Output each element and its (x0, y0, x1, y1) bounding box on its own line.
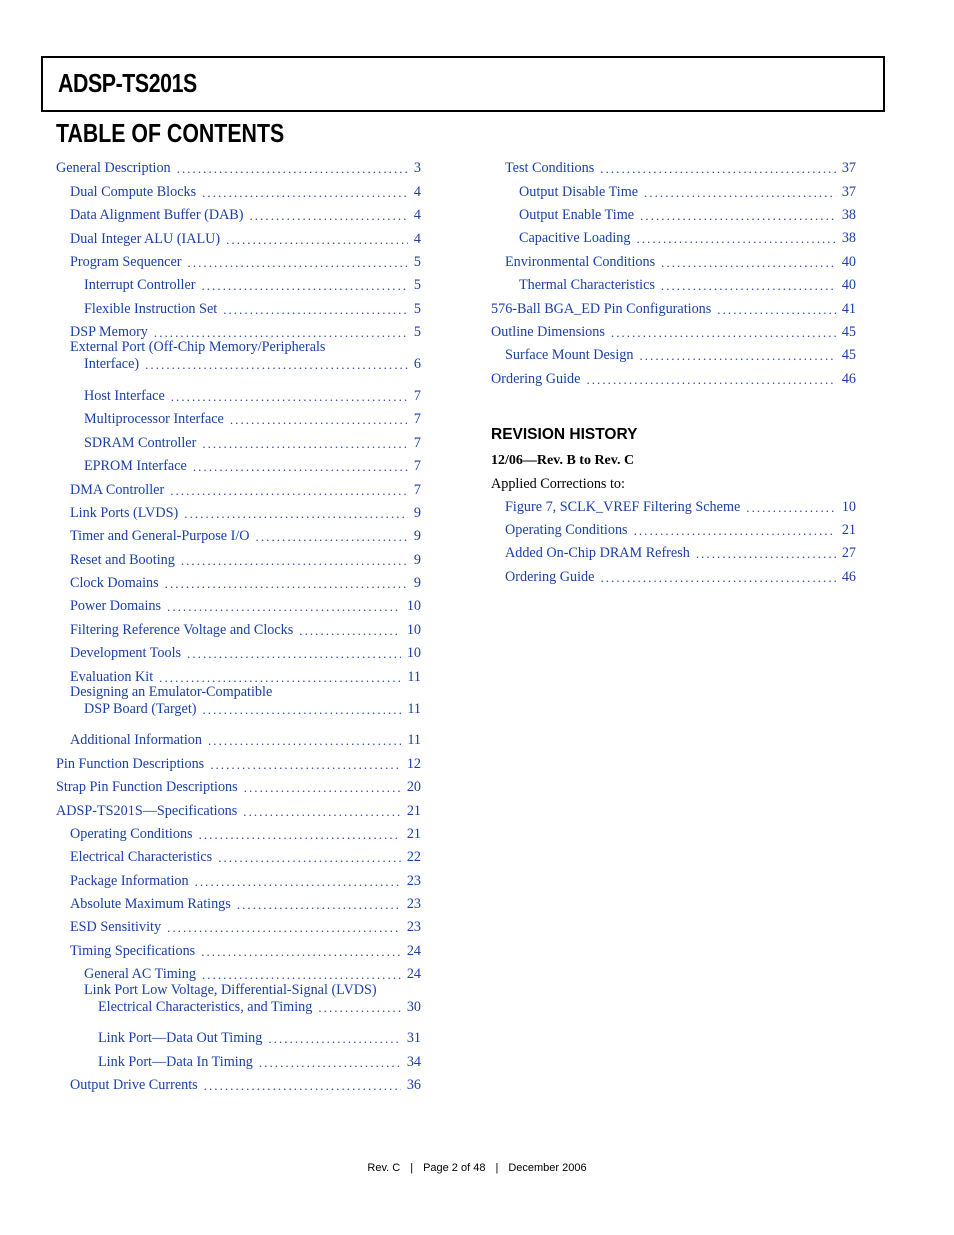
toc-entry[interactable] (70, 528, 421, 545)
toc-entry-label: Program Sequencer (70, 254, 182, 270)
toc-entry-label: Output Enable Time (519, 207, 635, 223)
toc-entry[interactable] (84, 435, 421, 452)
leader-dots (243, 803, 401, 820)
toc-entry-label: Added On-Chip DRAM Refresh (505, 545, 690, 561)
leader-dots (318, 999, 400, 1016)
toc-entry[interactable] (491, 301, 856, 318)
toc-entry[interactable] (70, 231, 421, 248)
toc-entry-label: Outline Dimensions (491, 324, 605, 340)
toc-entry[interactable] (70, 943, 421, 960)
toc-entry[interactable] (519, 184, 856, 201)
leader-dots (202, 277, 408, 294)
toc-entry-label: SDRAM Controller (84, 435, 197, 451)
toc-entry[interactable] (70, 184, 421, 201)
toc-page-number: 7 (413, 482, 421, 498)
leader-dots (202, 435, 408, 452)
toc-page-number: 11 (407, 732, 421, 748)
leader-dots (299, 622, 401, 639)
toc-page-number: 4 (413, 207, 421, 223)
toc-entry[interactable] (70, 826, 421, 843)
toc-entry[interactable] (70, 732, 421, 749)
toc-entry-label: Timing Specifications (70, 943, 196, 959)
revision-applied-label: Applied Corrections to: (491, 476, 625, 492)
header-box (41, 56, 885, 112)
toc-entry-label[interactable]: Designing an Emulator-Compatible (70, 684, 273, 700)
leader-dots (696, 545, 836, 562)
leader-dots (586, 371, 835, 388)
toc-entry[interactable] (84, 388, 421, 405)
toc-entry[interactable] (505, 522, 856, 539)
leader-dots (167, 598, 401, 615)
toc-page-number: 21 (406, 826, 421, 842)
toc-page-number: 4 (413, 184, 421, 200)
toc-entry-label: EPROM Interface (84, 458, 187, 474)
toc-entry-label: Test Conditions (505, 160, 595, 176)
toc-entry-label: Link Ports (LVDS) (70, 505, 179, 521)
toc-entry-label: Output Drive Currents (70, 1077, 198, 1093)
toc-entry[interactable] (505, 254, 856, 271)
leader-dots (259, 1054, 401, 1071)
toc-entry[interactable] (70, 254, 421, 271)
toc-entry[interactable] (505, 569, 856, 586)
toc-entry[interactable] (70, 552, 421, 569)
toc-page-number: 5 (413, 277, 421, 293)
document-title: ADSP-TS201S (58, 68, 197, 98)
toc-entry-label: Capacitive Loading (519, 230, 631, 246)
toc-entry[interactable] (56, 803, 421, 820)
toc-entry-label: Electrical Characteristics (70, 849, 213, 865)
toc-entry[interactable] (84, 277, 421, 294)
revision-history-heading: REVISION HISTORY (491, 426, 638, 443)
toc-entry-label: General Description (56, 160, 171, 176)
toc-entry[interactable] (519, 277, 856, 294)
leader-dots (165, 575, 408, 592)
toc-entry-label[interactable]: Link Port Low Voltage, Differential-Signal (LVDS) (84, 982, 377, 998)
toc-entry[interactable] (70, 645, 421, 662)
toc-entry[interactable] (491, 371, 856, 388)
toc-entry-label: Host Interface (84, 388, 165, 404)
leader-dots (170, 482, 408, 499)
leader-dots (256, 528, 408, 545)
toc-entry[interactable] (519, 230, 856, 247)
leader-dots (218, 849, 401, 866)
toc-entry[interactable] (70, 896, 421, 913)
leader-dots (199, 826, 401, 843)
toc-page-number: 6 (413, 356, 421, 372)
toc-entry-label: Reset and Booting (70, 552, 175, 568)
toc-entry-label: Figure 7, SCLK_VREF Filtering Scheme (505, 499, 741, 515)
toc-page-number: 7 (413, 435, 421, 451)
leader-dots (637, 230, 836, 247)
toc-entry-label: Ordering Guide (505, 569, 595, 585)
toc-entry-label: Surface Mount Design (505, 347, 634, 363)
leader-dots (644, 184, 836, 201)
toc-page-number: 5 (413, 254, 421, 270)
toc-entry[interactable] (70, 622, 421, 639)
footer-page-number: Page 2 of 48 (423, 1162, 486, 1174)
leader-dots (188, 254, 408, 271)
toc-page-number: 20 (406, 779, 421, 795)
toc-page-number: 22 (406, 849, 421, 865)
leader-dots (202, 184, 408, 201)
toc-entry-label: ESD Sensitivity (70, 919, 162, 935)
toc-entry[interactable] (56, 779, 421, 796)
leader-dots (201, 943, 401, 960)
toc-entry[interactable] (70, 598, 421, 615)
leader-dots (717, 301, 836, 318)
toc-page-number: 10 (406, 645, 421, 661)
leader-dots (600, 569, 835, 586)
leader-dots (171, 388, 408, 405)
toc-entry-label: Package Information (70, 873, 189, 889)
toc-page-number: 5 (413, 301, 421, 317)
toc-entry-label: Operating Conditions (505, 522, 628, 538)
leader-dots (223, 301, 408, 318)
toc-entry-label: Absolute Maximum Ratings (70, 896, 231, 912)
toc-page-number: 34 (406, 1054, 421, 1070)
toc-entry-label[interactable]: External Port (Off-Chip Memory/Peripherals (70, 339, 326, 355)
toc-page-number: 9 (413, 505, 421, 521)
toc-entry[interactable] (70, 849, 421, 866)
toc-entry-label: Additional Information (70, 732, 202, 748)
toc-entry[interactable] (70, 575, 421, 592)
toc-entry-label: Clock Domains (70, 575, 159, 591)
toc-entry[interactable] (98, 1030, 421, 1047)
toc-page-number: 9 (413, 552, 421, 568)
toc-entry[interactable] (505, 545, 856, 562)
leader-dots (250, 207, 408, 224)
toc-page-number: 10 (406, 598, 421, 614)
leader-dots (177, 160, 408, 177)
toc-page-number: 10 (841, 499, 856, 515)
toc-entry[interactable] (70, 482, 421, 499)
toc-entry-label: Interrupt Controller (84, 277, 196, 293)
toc-page-number: 9 (413, 575, 421, 591)
toc-page-number: 27 (841, 545, 856, 561)
toc-page-number: 45 (841, 347, 856, 363)
leader-dots (193, 458, 408, 475)
leader-dots (611, 324, 836, 341)
toc-entry-label-cont: Electrical Characteristics, and Timing (98, 999, 313, 1015)
toc-entry-label: General AC Timing (84, 966, 196, 982)
leader-dots (203, 701, 402, 718)
leader-dots (202, 966, 401, 983)
leader-dots (195, 873, 401, 890)
leader-dots (167, 919, 401, 936)
leader-dots (181, 552, 408, 569)
toc-entry-label: Timer and General-Purpose I/O (70, 528, 250, 544)
toc-page-number: 12 (406, 756, 421, 772)
toc-page-number: 7 (413, 388, 421, 404)
toc-page-number: 36 (406, 1077, 421, 1093)
leader-dots (187, 645, 401, 662)
toc-page-number: 38 (841, 207, 856, 223)
toc-entry-label: DSP Memory (70, 324, 148, 340)
toc-entry-label: Ordering Guide (491, 371, 581, 387)
toc-entry-label: Development Tools (70, 645, 182, 661)
toc-entry-label: Multiprocessor Interface (84, 411, 224, 427)
toc-page-number: 4 (413, 231, 421, 247)
toc-entry-label: Link Port—Data In Timing (98, 1054, 253, 1070)
toc-entry[interactable] (70, 919, 421, 936)
toc-entry-label: 576-Ball BGA_ED Pin Configurations (491, 301, 712, 317)
toc-entry[interactable] (505, 347, 856, 364)
toc-entry[interactable] (98, 999, 421, 1016)
toc-entry-label-cont: DSP Board (Target) (84, 701, 197, 717)
toc-page-number: 37 (841, 184, 856, 200)
toc-entry[interactable] (70, 1077, 421, 1094)
toc-entry[interactable] (505, 160, 856, 177)
toc-page-number: 11 (407, 669, 421, 685)
toc-entry[interactable] (84, 701, 421, 718)
toc-entry-label: Dual Compute Blocks (70, 184, 197, 200)
leader-dots (184, 505, 408, 522)
toc-entry-label: DMA Controller (70, 482, 165, 498)
toc-page-number: 46 (841, 371, 856, 387)
toc-entry-label: Filtering Reference Voltage and Clocks (70, 622, 294, 638)
toc-entry[interactable] (84, 458, 421, 475)
toc-page-number: 46 (841, 569, 856, 585)
toc-entry[interactable] (84, 356, 421, 373)
toc-entry[interactable] (505, 499, 856, 516)
leader-dots (226, 231, 408, 248)
toc-entry-label-cont: Interface) (84, 356, 140, 372)
toc-page-number: 23 (406, 873, 421, 889)
toc-title: TABLE OF CONTENTS (56, 118, 285, 148)
toc-page-number: 23 (406, 919, 421, 935)
toc-entry-label: Power Domains (70, 598, 162, 614)
toc-entry-label: Operating Conditions (70, 826, 193, 842)
toc-entry-label: Thermal Characteristics (519, 277, 655, 293)
leader-dots (210, 756, 401, 773)
toc-page-number: 7 (413, 411, 421, 427)
toc-page-number: 21 (406, 803, 421, 819)
toc-page-number: 30 (406, 999, 421, 1015)
toc-entry[interactable] (84, 301, 421, 318)
leader-dots (640, 207, 836, 224)
toc-entry[interactable] (56, 160, 421, 177)
toc-page-number: 10 (406, 622, 421, 638)
toc-page-number: 11 (407, 701, 421, 717)
toc-entry-label: Data Alignment Buffer (DAB) (70, 207, 244, 223)
toc-entry-label: Link Port—Data Out Timing (98, 1030, 263, 1046)
toc-page-number: 40 (841, 277, 856, 293)
leader-dots (661, 254, 836, 271)
toc-page-number: 37 (841, 160, 856, 176)
toc-page-number: 3 (413, 160, 421, 176)
toc-page-number: 31 (406, 1030, 421, 1046)
toc-entry-label: Output Disable Time (519, 184, 639, 200)
leader-dots (634, 522, 836, 539)
toc-entry-label: Dual Integer ALU (IALU) (70, 231, 221, 247)
toc-page-number: 24 (406, 943, 421, 959)
toc-entry-label: Flexible Instruction Set (84, 301, 218, 317)
toc-entry-label: ADSP-TS201S—Specifications (56, 803, 238, 819)
leader-dots (204, 1077, 401, 1094)
toc-page-number: 40 (841, 254, 856, 270)
toc-entry[interactable] (519, 207, 856, 224)
toc-page-number: 45 (841, 324, 856, 340)
leader-dots (208, 732, 401, 749)
toc-page-number: 5 (413, 324, 421, 340)
toc-page-number: 9 (413, 528, 421, 544)
toc-entry[interactable] (70, 207, 421, 224)
leader-dots (600, 160, 836, 177)
leader-dots (661, 277, 836, 294)
toc-page-number: 41 (841, 301, 856, 317)
footer-date: December 2006 (508, 1162, 587, 1174)
toc-page-number: 38 (841, 230, 856, 246)
toc-page-number: 23 (406, 896, 421, 912)
revision-date-line: 12/06—Rev. B to Rev. C (491, 453, 635, 468)
leader-dots (746, 499, 836, 516)
toc-entry[interactable] (491, 324, 856, 341)
toc-entry[interactable] (70, 873, 421, 890)
leader-dots (230, 411, 408, 428)
toc-entry-label: Strap Pin Function Descriptions (56, 779, 238, 795)
toc-page-number: 24 (406, 966, 421, 982)
toc-entry[interactable] (70, 505, 421, 522)
toc-entry[interactable] (84, 411, 421, 428)
toc-entry[interactable] (98, 1054, 421, 1071)
footer-revision: Rev. C (367, 1162, 401, 1174)
leader-dots (268, 1030, 400, 1047)
toc-entry[interactable] (84, 966, 421, 983)
toc-entry-label: Environmental Conditions (505, 254, 656, 270)
leader-dots (145, 356, 408, 373)
leader-dots (244, 779, 401, 796)
toc-page-number: 21 (841, 522, 856, 538)
toc-entry[interactable] (56, 756, 421, 773)
toc-entry-label: Pin Function Descriptions (56, 756, 205, 772)
toc-page-number: 7 (413, 458, 421, 474)
page-footer: Rev. C | Page 2 of 48 | December 2006 (367, 1162, 587, 1174)
leader-dots (639, 347, 835, 364)
leader-dots (237, 896, 401, 913)
toc-entry-label: Evaluation Kit (70, 669, 154, 685)
